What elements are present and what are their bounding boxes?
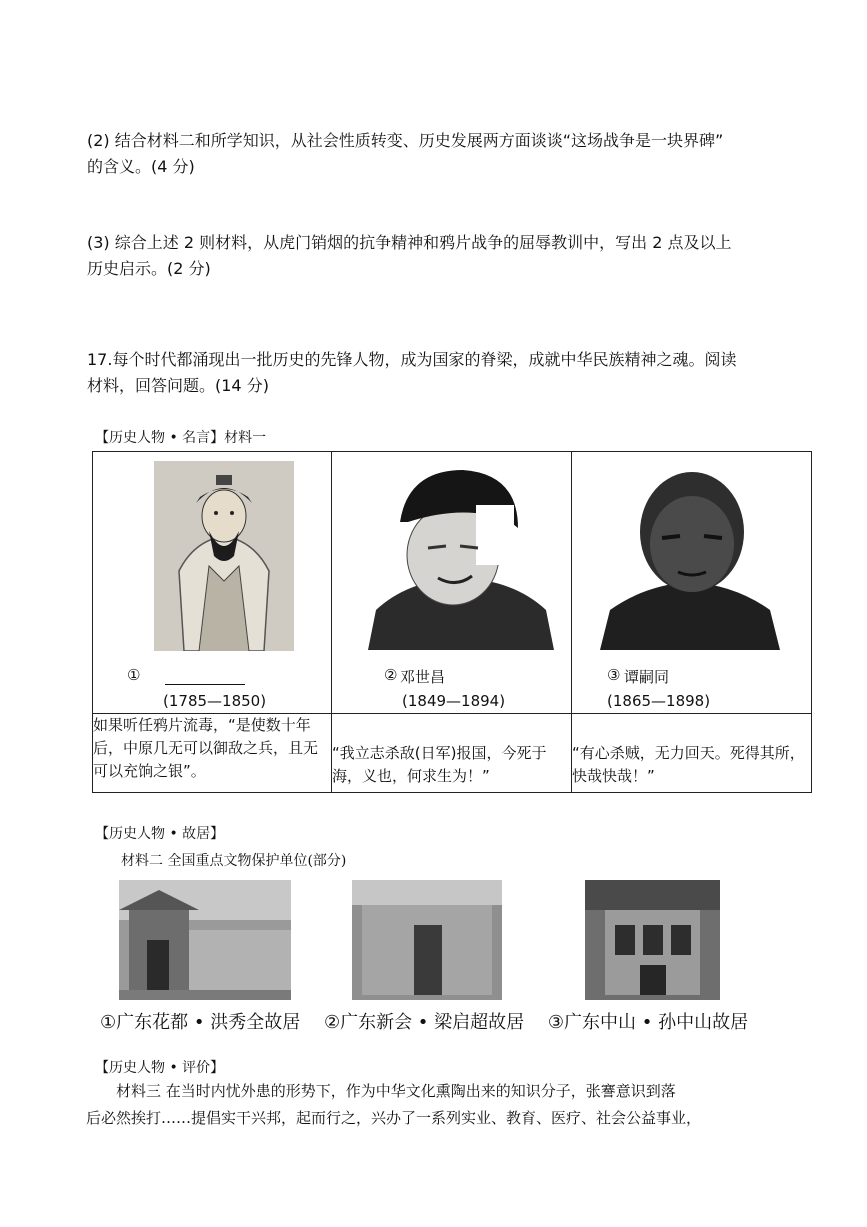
house-caption-3: ③广东中山 • 孙中山故居	[547, 1012, 749, 1033]
person-1-years: (1785—1850)	[163, 692, 267, 710]
question-2-line2: 的含义。(4 分)	[87, 157, 195, 176]
house-photo-3	[585, 880, 720, 1000]
question-17	[87, 347, 807, 399]
portrait-3	[600, 460, 780, 650]
house-photo-1	[119, 880, 291, 1000]
person-2-name: 邓世昌	[400, 668, 446, 686]
person-2-cell	[332, 452, 572, 714]
material-3-line2: 后必然挨打……提倡实干兴邦，起而行之，兴办了一系列实业、教育、医疗、社会公益事业，	[86, 1109, 702, 1127]
portrait-2	[368, 460, 554, 650]
person-3-name: 谭嗣同	[624, 668, 670, 686]
person-3-quote: “有心杀贼，无力回天。死得其所，快哉快哉！”	[572, 714, 812, 793]
material-3-text	[86, 1078, 806, 1132]
person-1-name-blank	[165, 666, 245, 685]
person-2-quote: “我立志杀敌(日军)报国，今死于海，义也，何求生为！”	[332, 714, 572, 793]
question-3-line2: 历史启示。(2 分)	[87, 259, 211, 278]
house-captions	[100, 1008, 766, 1034]
person-3-years: (1865—1898)	[607, 692, 711, 710]
portrait-1	[154, 461, 294, 651]
question-3-line1: (3) 综合上述 2 则材料，从虎门销烟的抗争精神和鸦片战争的屈辱教训中，写出 2 点及以上	[87, 233, 732, 252]
person-1-cell	[93, 452, 332, 714]
person-3-index: ③	[607, 666, 621, 684]
house-caption-1: ①广东花都 • 洪秀全故居	[100, 1012, 301, 1033]
material-2-title: 材料二 全国重点文物保护单位(部分)	[121, 853, 347, 869]
question-2-line1: (2) 结合材料二和所学知识，从社会性质转变、历史发展两方面谈谈“这场战争是一块界碑”	[87, 131, 724, 150]
person-1-index: ①	[127, 666, 141, 684]
material-1-label: 【历史人物 • 名言】材料一	[95, 430, 267, 446]
material-2-label: 【历史人物 • 故居】	[95, 826, 225, 842]
question-17-line1: 17.每个时代都涌现出一批历史的先锋人物，成为国家的脊梁，成就中华民族精神之魂。阅读	[87, 350, 737, 369]
question-2	[87, 128, 807, 180]
material-3-line1: 材料三 在当时内忧外患的形势下，作为中华文化熏陶出来的知识分子，张謇意识到落	[116, 1082, 676, 1100]
material-3-label: 【历史人物 • 评价】	[95, 1060, 225, 1076]
person-3-cell	[572, 452, 812, 714]
house-caption-2: ②广东新会 • 梁启超故居	[323, 1012, 525, 1033]
house-photo-2	[352, 880, 502, 1000]
question-17-line2: 材料，回答问题。(14 分)	[87, 376, 269, 395]
person-2-index: ②	[384, 666, 398, 684]
question-3	[87, 230, 807, 282]
material-1-table	[92, 451, 812, 793]
person-2-years: (1849—1894)	[402, 692, 506, 710]
person-1-quote: 如果听任鸦片流毒，“是使数十年后，中原几无可以御敌之兵，且无可以充饷之银”。	[93, 714, 332, 793]
